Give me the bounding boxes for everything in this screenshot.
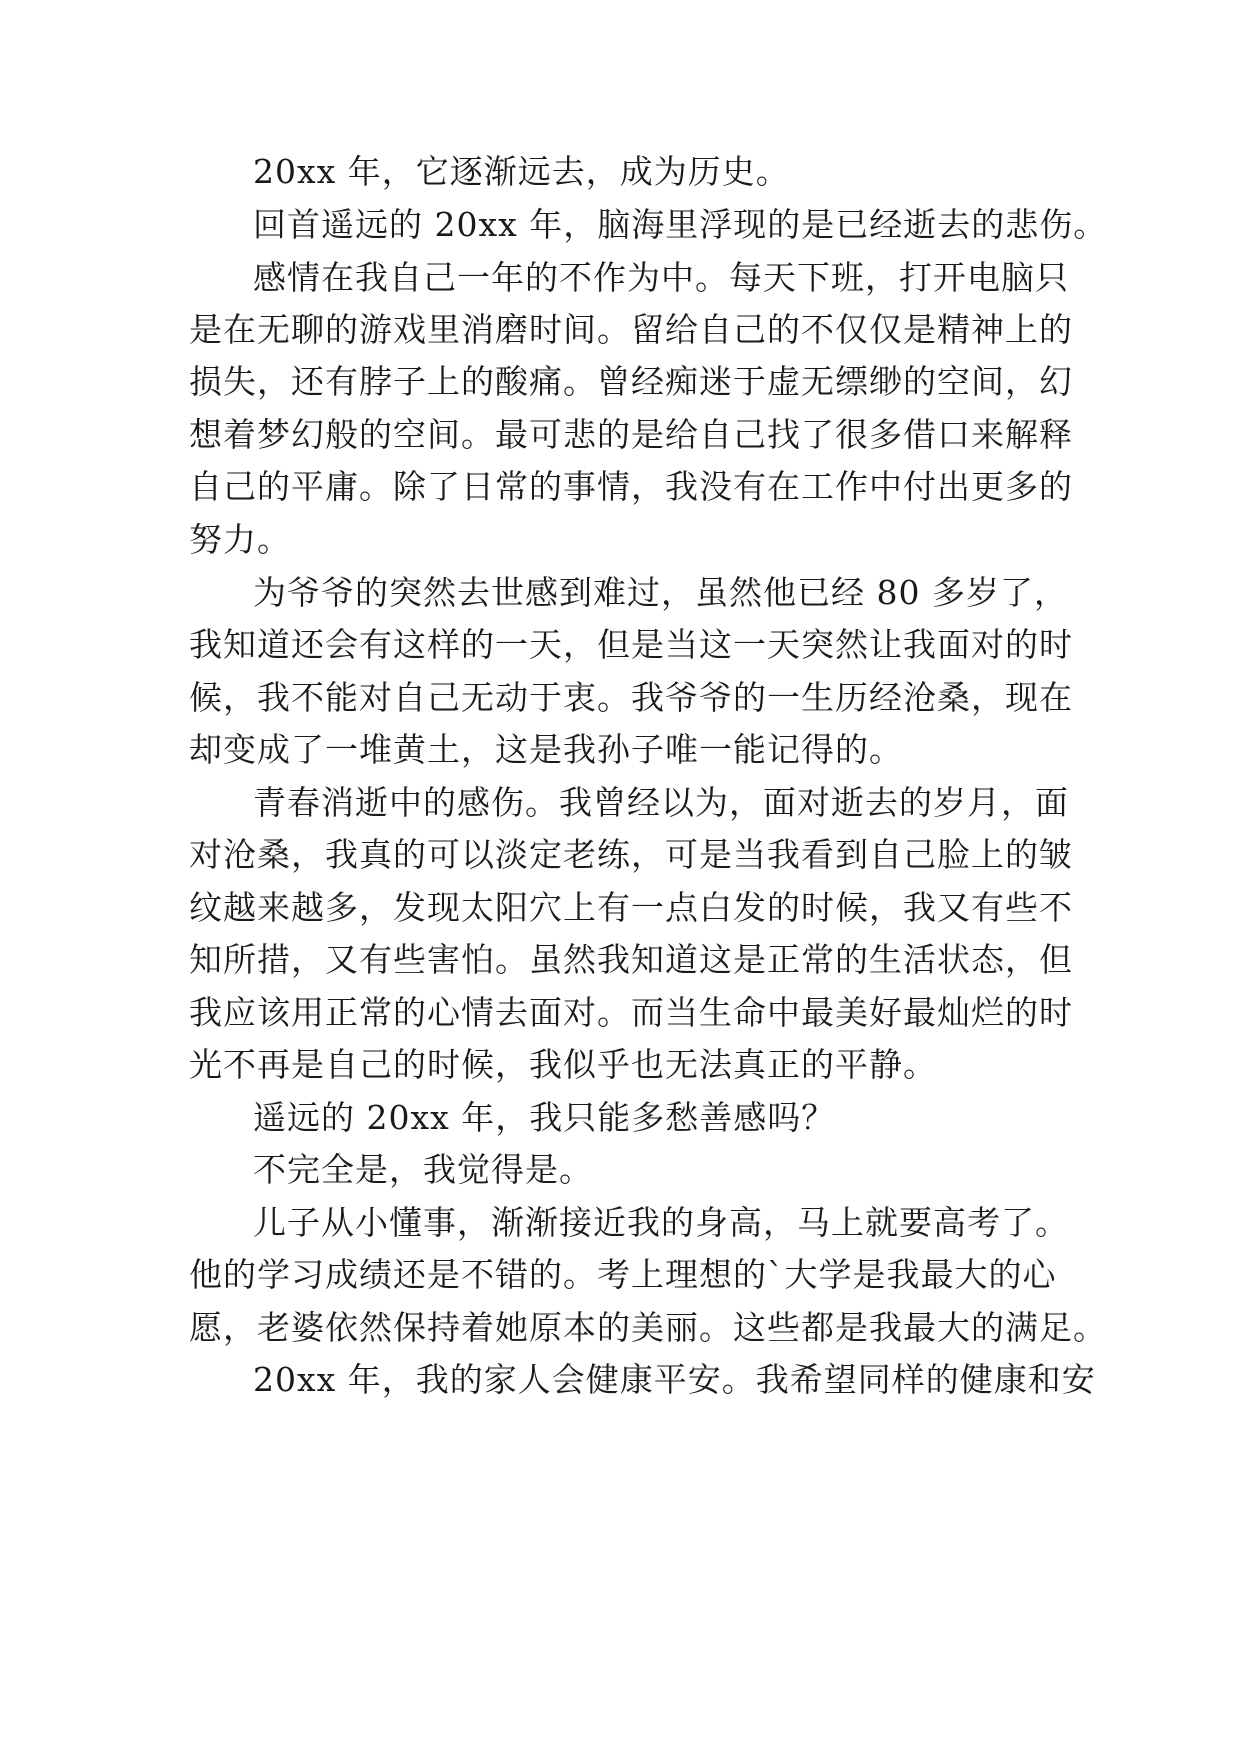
text-line: 自己的平庸。除了日常的事情，我没有在工作中付出更多的 — [189, 467, 1073, 506]
text-line: 对沧桑，我真的可以淡定老练，可是当我看到自己脸上的皱 — [189, 835, 1073, 874]
text-line: 我知道还会有这样的一天，但是当这一天突然让我面对的时 — [189, 625, 1073, 664]
text-line: 他的学习成绩还是不错的。考上理想的`大学是我最大的心 — [189, 1255, 1057, 1294]
text-line: 儿子从小懂事，渐渐接近我的身高，马上就要高考了。 — [253, 1203, 1069, 1242]
text-line: 知所措，又有些害怕。虽然我知道这是正常的生活状态，但 — [189, 940, 1073, 979]
text-line: 纹越来越多，发现太阳穴上有一点白发的时候，我又有些不 — [189, 888, 1073, 927]
text-line: 20xx 年，我的家人会健康平安。我希望同样的健康和安 — [253, 1360, 1096, 1399]
text-line: 损失，还有脖子上的酸痛。曾经痴迷于虚无缥缈的空间，幻 — [189, 362, 1073, 401]
text-line: 想着梦幻般的空间。最可悲的是给自己找了很多借口来解释 — [189, 415, 1073, 454]
text-line: 候，我不能对自己无动于衷。我爷爷的一生历经沧桑，现在 — [189, 678, 1073, 717]
text-line: 是在无聊的游戏里消磨时间。留给自己的不仅仅是精神上的 — [189, 310, 1073, 349]
text-line: 我应该用正常的心情去面对。而当生命中最美好最灿烂的时 — [189, 993, 1073, 1032]
text-line: 愿，老婆依然保持着她原本的美丽。这些都是我最大的满足。 — [189, 1308, 1107, 1347]
text-line: 遥远的 20xx 年，我只能多愁善感吗？ — [253, 1098, 836, 1137]
text-line: 光不再是自己的时候，我似乎也无法真正的平静。 — [189, 1045, 937, 1084]
text-line: 为爷爷的突然去世感到难过，虽然他已经 80 多岁了， — [253, 573, 1068, 612]
text-line: 不完全是，我觉得是。 — [253, 1150, 593, 1189]
text-line: 却变成了一堆黄土，这是我孙子唯一能记得的。 — [189, 730, 903, 769]
text-line: 青春消逝中的感伤。我曾经以为，面对逝去的岁月，面 — [253, 783, 1069, 822]
text-line: 20xx 年，它逐渐远去，成为历史。 — [253, 152, 790, 191]
text-line: 努力。 — [189, 520, 291, 559]
text-line: 回首遥远的 20xx 年，脑海里浮现的是已经逝去的悲伤。 — [253, 205, 1108, 244]
text-line: 感情在我自己一年的不作为中。每天下班，打开电脑只 — [253, 258, 1069, 297]
